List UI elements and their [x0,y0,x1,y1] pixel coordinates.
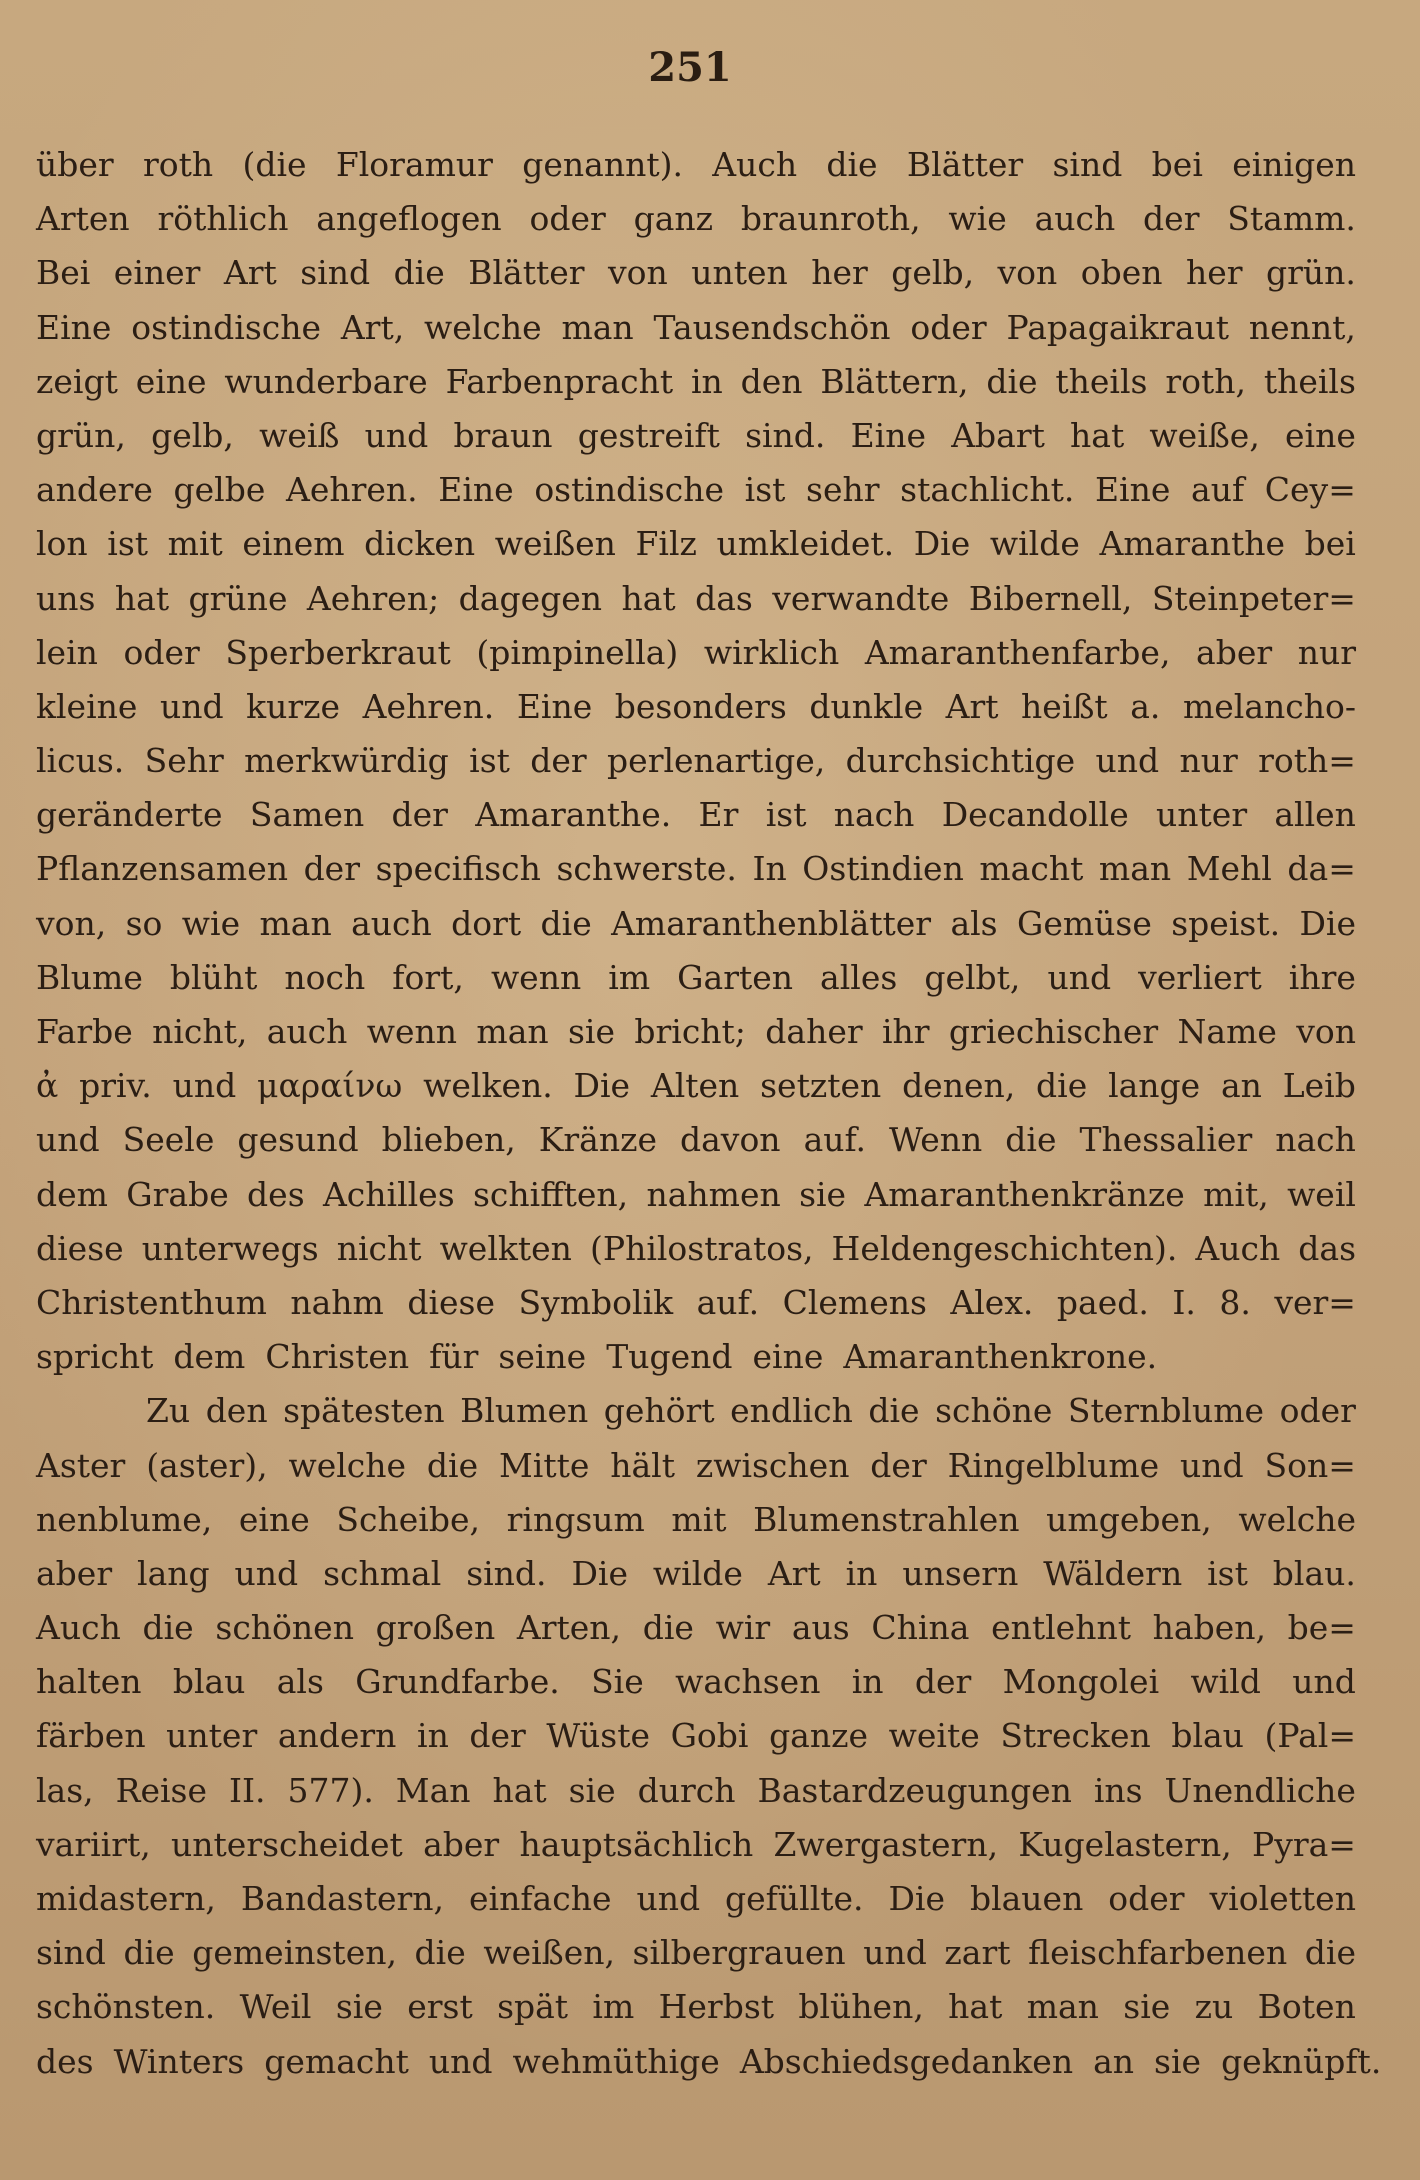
text-line: midastern, Bandastern, einfache und gefüllte. Die blauen oder violetten [36,1879,1356,1918]
text-line: aber lang und schmal sind. Die wilde Art in unsern Wäldern ist blau. [36,1553,1356,1593]
text-line: Aster (aster), welche die Mitte hält zwischen der Ringelblume und Son= [36,1445,1356,1485]
text-line: lon ist mit einem dicken weißen Filz umkleidet. Die wilde Amaranthe bei [36,524,1356,564]
text-line: licus. Sehr merkwürdig ist der perlenartige, durchsichtige und nur roth= [36,741,1356,781]
text-line: schönsten. Weil sie erst spät im Herbst blühen, hat man sie zu Boten [36,1987,1356,2027]
text-line: dem Grabe des Achilles schifften, nahmen sie Amaranthenkränze mit, weil [36,1174,1356,1214]
paragraph [36,1384,1382,2088]
text-line: nenblume, eine Scheibe, ringsum mit Blumenstrahlen umgeben, welche [36,1499,1356,1539]
text-line: Zu den spätesten Blumen gehört endlich die schöne Sternblume oder [146,1391,1356,1431]
text-line: lein oder Sperberkraut (pimpinella) wirklich Amaranthenfarbe, aber nur [36,632,1356,672]
text-line: geränderte Samen der Amaranthe. Er ist nach Decandolle unter allen [36,795,1356,835]
text-line: Eine ostindische Art, welche man Tausendschön oder Papagaikraut nennt, [36,307,1356,347]
text-line: ἀ priv. und μαραίνω welken. Die Alten setzten denen, die lange an Leib [36,1066,1356,1106]
text-line: andere gelbe Aehren. Eine ostindische ist sehr stachlicht. Eine auf Cey= [36,470,1356,510]
text-line: Arten röthlich angeflogen oder ganz braunroth, wie auch der Stamm. [36,199,1356,239]
text-line: variirt, unterscheidet aber hauptsächlich Zwergastern, Kugelastern, Pyra= [36,1824,1356,1864]
text-line: Pflanzensamen der specifisch schwerste. In Ostindien macht man Mehl da= [36,849,1356,889]
text-line: las, Reise II. 577). Man hat sie durch Bastardzeugungen ins Unendliche [36,1770,1356,1810]
text-line: uns hat grüne Aehren; dagegen hat das verwandte Bibernell, Steinpeter= [36,578,1356,618]
page-number: 251 [648,44,732,91]
text-line: Auch die schönen großen Arten, die wir aus China entlehnt haben, be= [36,1608,1356,1648]
text-line: Farbe nicht, auch wenn man sie bricht; daher ihr griechischer Name von [36,1012,1356,1051]
text-line: kleine und kurze Aehren. Eine besonders dunkle Art heißt a. melancho- [36,686,1356,726]
text-line: Christenthum nahm diese Symbolik auf. Clemens Alex. paed. I. 8. ver= [36,1282,1356,1322]
text-line: grün, gelb, weiß und braun gestreift sind. Eine Abart hat weiße, eine [36,415,1356,455]
text-line: Bei einer Art sind die Blätter von unten her gelb, von oben her grün. [36,253,1356,293]
text-line: des Winters gemacht und wehmüthige Abschiedsgedanken an sie geknüpft. [36,2041,1382,2081]
text-line: färben unter andern in der Wüste Gobi ganze weite Strecken blau (Pal= [36,1716,1356,1756]
text-line: halten blau als Grundfarbe. Sie wachsen in der Mongolei wild und [36,1662,1356,1702]
text-line: über roth (die Floramur genannt). Auch die Blätter sind bei einigen [36,145,1356,184]
text-line: von, so wie man auch dort die Amaranthenblätter als Gemüse speist. Die [36,903,1356,943]
text-line: diese unterwegs nicht welkten (Philostratos, Heldengeschichten). Auch das [36,1228,1356,1268]
body-text [36,138,1382,2089]
text-line: Blume blüht noch fort, wenn im Garten alles gelbt, und verliert ihre [36,957,1356,997]
paragraph [36,138,1356,1384]
text-line: spricht dem Christen für seine Tugend eine Amaranthenkrone. [36,1337,1158,1377]
text-line: zeigt eine wunderbare Farbenpracht in den Blättern, die theils roth, theils [36,361,1356,401]
text-line: sind die gemeinsten, die weißen, silbergrauen und zart fleischfarbenen die [36,1933,1356,1973]
text-line: und Seele gesund blieben, Kränze davon auf. Wenn die Thessalier nach [36,1120,1356,1160]
